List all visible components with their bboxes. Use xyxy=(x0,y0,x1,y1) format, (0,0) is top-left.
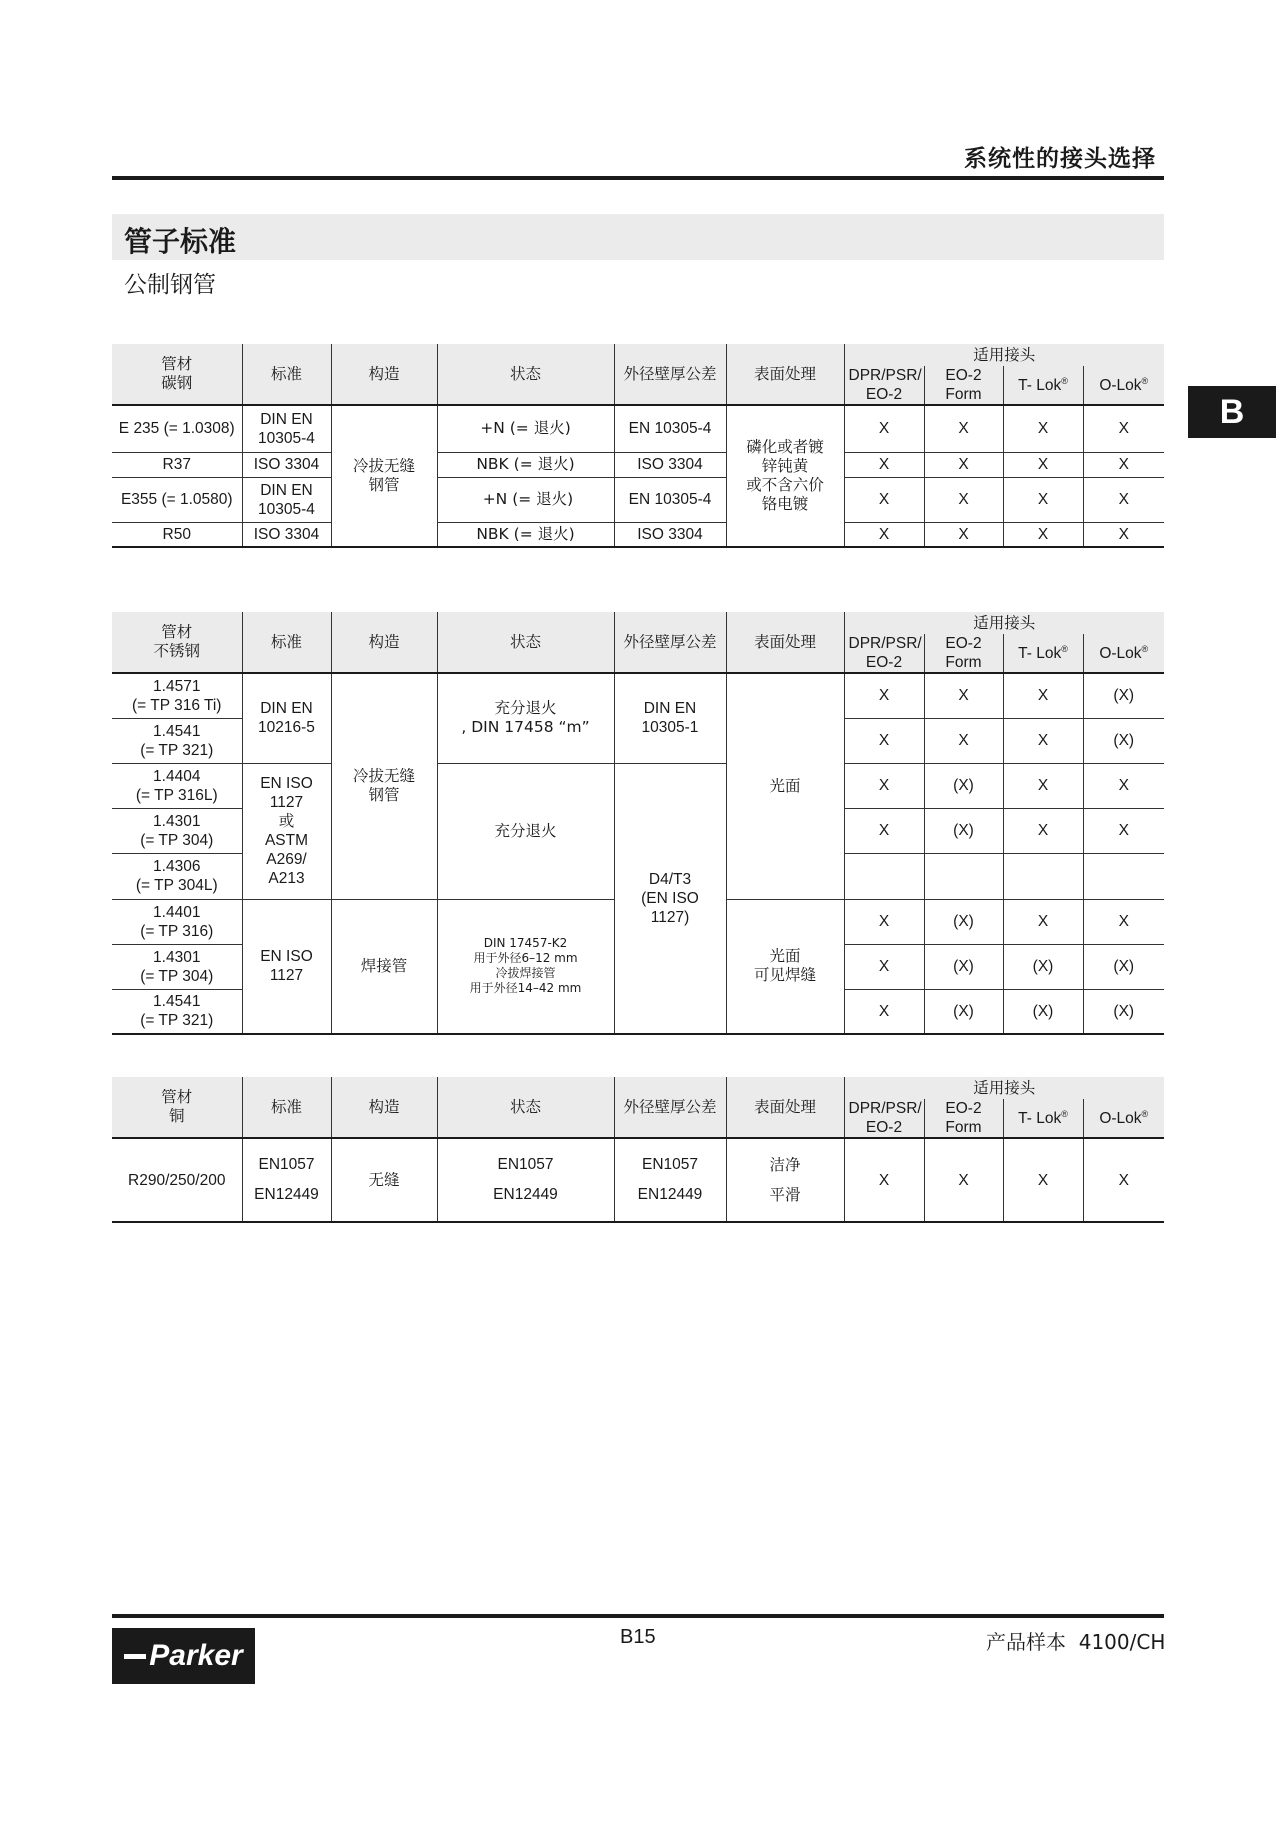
col-material: 管材 铜 xyxy=(112,1077,242,1138)
col-eo2-form: EO-2 Form xyxy=(924,1099,1003,1138)
standard-cell: DIN EN 10305-4 xyxy=(242,405,331,452)
fit-cell: X xyxy=(1083,452,1164,477)
fit-cell: X xyxy=(844,718,924,763)
fit-cell: X xyxy=(1003,477,1083,522)
fit-cell: X xyxy=(924,673,1003,718)
fit-cell: X xyxy=(1083,763,1164,808)
standard-cell: EN ISO 1127 xyxy=(242,899,331,1034)
surface-cell: 光面 可见焊缝 xyxy=(726,899,844,1034)
fit-cell: X xyxy=(1003,405,1083,452)
fit-cell: (X) xyxy=(924,989,1003,1034)
material-cell: 1.4541 (= TP 321) xyxy=(112,989,242,1034)
fit-cell: (X) xyxy=(924,944,1003,989)
col-olok: O-Lok® xyxy=(1083,366,1164,405)
material-cell: 1.4301 (= TP 304) xyxy=(112,944,242,989)
construction-cell: 无缝 xyxy=(331,1138,437,1222)
copper-table xyxy=(112,1077,1164,1223)
material-cell: 1.4404 (= TP 316L) xyxy=(112,763,242,808)
col-eo2-form: EO-2 Form xyxy=(924,366,1003,405)
parker-logo: Parker xyxy=(112,1628,255,1684)
fit-cell: X xyxy=(1083,477,1164,522)
col-standard: 标准 xyxy=(242,1077,331,1138)
col-eo2-form: EO-2 Form xyxy=(924,634,1003,673)
material-cell: R50 xyxy=(112,522,242,547)
fit-cell: X xyxy=(844,763,924,808)
fit-cell: X xyxy=(924,522,1003,547)
fit-cell: (X) xyxy=(924,899,1003,944)
construction-cell: 焊接管 xyxy=(331,899,437,1034)
fit-cell: X xyxy=(844,477,924,522)
footer-rule xyxy=(112,1614,1164,1618)
condition-cell: 充分退火 , DIN 17458 “m” xyxy=(437,673,614,763)
fit-cell: (X) xyxy=(924,808,1003,853)
col-surface: 表面处理 xyxy=(726,1077,844,1138)
material-cell: R37 xyxy=(112,452,242,477)
fit-cell: X xyxy=(1003,763,1083,808)
col-material: 管材 碳钢 xyxy=(112,344,242,405)
material-cell: 1.4306 (= TP 304L) xyxy=(112,853,242,899)
table-row xyxy=(112,1138,1164,1222)
standard-cell: ISO 3304 xyxy=(242,452,331,477)
fit-cell xyxy=(924,853,1003,899)
fit-cell: X xyxy=(844,989,924,1034)
fit-cell: X xyxy=(924,452,1003,477)
fit-cell: X xyxy=(844,808,924,853)
col-fittings-group: 适用接头 xyxy=(844,1077,1164,1099)
col-fittings-group: 适用接头 xyxy=(844,344,1164,366)
header-rule xyxy=(112,176,1164,180)
material-cell: E355 (= 1.0580) xyxy=(112,477,242,522)
fit-cell: X xyxy=(924,1138,1003,1222)
material-cell: R290/250/200 xyxy=(112,1138,242,1222)
standard-cell: DIN EN 10216-5 xyxy=(242,673,331,763)
fit-cell: X xyxy=(1003,452,1083,477)
col-olok: O-Lok® xyxy=(1083,634,1164,673)
fit-cell: X xyxy=(924,405,1003,452)
construction-cell: 冷拔无缝 钢管 xyxy=(331,405,437,547)
condition-cell: DIN 17457-K2 用于外径6–12 mm 冷拔焊接管 用于外径14–42 mm xyxy=(437,899,614,1034)
fit-cell: (X) xyxy=(1083,989,1164,1034)
col-tlok: T- Lok® xyxy=(1003,366,1083,405)
tolerance-cell: EN1057 EN12449 xyxy=(614,1138,726,1222)
fit-cell: X xyxy=(1083,405,1164,452)
table-row xyxy=(112,405,1164,452)
col-condition: 状态 xyxy=(437,344,614,405)
condition-cell: NBK (= 退火) xyxy=(437,522,614,547)
tolerance-cell: D4/T3 (EN ISO 1127) xyxy=(614,763,726,1034)
col-surface: 表面处理 xyxy=(726,344,844,405)
standard-cell: EN ISO 1127 或 ASTM A269/ A213 xyxy=(242,763,331,899)
fit-cell: X xyxy=(924,477,1003,522)
stainless-steel-table xyxy=(112,612,1164,1035)
material-cell: 1.4301 (= TP 304) xyxy=(112,808,242,853)
condition-cell: NBK (= 退火) xyxy=(437,452,614,477)
table-row xyxy=(112,763,1164,808)
table-row xyxy=(112,452,1164,477)
section-band xyxy=(112,214,1164,260)
fit-cell: (X) xyxy=(1083,673,1164,718)
col-construction: 构造 xyxy=(331,344,437,405)
col-standard: 标准 xyxy=(242,344,331,405)
fit-cell: X xyxy=(1003,1138,1083,1222)
material-cell: 1.4401 (= TP 316) xyxy=(112,899,242,944)
tolerance-cell: EN 10305-4 xyxy=(614,477,726,522)
standard-cell: DIN EN 10305-4 xyxy=(242,477,331,522)
condition-cell: 充分退火 xyxy=(437,763,614,899)
surface-cell: 光面 xyxy=(726,673,844,899)
fit-cell: X xyxy=(1083,522,1164,547)
fit-cell: X xyxy=(1083,808,1164,853)
col-fittings-group: 适用接头 xyxy=(844,612,1164,634)
fit-cell: X xyxy=(1083,1138,1164,1222)
fit-cell: X xyxy=(844,1138,924,1222)
material-cell: E 235 (= 1.0308) xyxy=(112,405,242,452)
col-surface: 表面处理 xyxy=(726,612,844,673)
table-row xyxy=(112,522,1164,547)
col-dpr: DPR/PSR/ EO-2 xyxy=(844,1099,924,1138)
material-cell: 1.4571 (= TP 316 Ti) xyxy=(112,673,242,718)
fit-cell: X xyxy=(844,522,924,547)
col-tolerance: 外径壁厚公差 xyxy=(614,612,726,673)
fit-cell: (X) xyxy=(1083,718,1164,763)
carbon-steel-table xyxy=(112,344,1164,548)
col-construction: 构造 xyxy=(331,1077,437,1138)
surface-cell: 洁净 平滑 xyxy=(726,1138,844,1222)
fit-cell: X xyxy=(844,944,924,989)
fit-cell: X xyxy=(844,452,924,477)
catalog-number: 产品样本 4100/CH xyxy=(986,1630,1166,1654)
chapter-tab: B xyxy=(1188,386,1276,438)
tolerance-cell: ISO 3304 xyxy=(614,522,726,547)
col-material: 管材 不锈钢 xyxy=(112,612,242,673)
fit-cell: (X) xyxy=(1003,944,1083,989)
fit-cell: X xyxy=(844,899,924,944)
page-header-title: 系统性的接头选择 xyxy=(964,146,1156,172)
fit-cell: (X) xyxy=(1083,944,1164,989)
col-condition: 状态 xyxy=(437,1077,614,1138)
table-row xyxy=(112,477,1164,522)
fit-cell: (X) xyxy=(924,763,1003,808)
standard-cell: EN1057 EN12449 xyxy=(242,1138,331,1222)
construction-cell: 冷拔无缝 钢管 xyxy=(331,673,437,899)
fit-cell xyxy=(844,853,924,899)
page-number: B15 xyxy=(620,1626,656,1648)
material-cell: 1.4541 (= TP 321) xyxy=(112,718,242,763)
fit-cell: X xyxy=(1003,522,1083,547)
condition-cell: +N (= 退火) xyxy=(437,477,614,522)
standard-cell: ISO 3304 xyxy=(242,522,331,547)
fit-cell: X xyxy=(1003,899,1083,944)
fit-cell: X xyxy=(1003,808,1083,853)
fit-cell: X xyxy=(844,405,924,452)
fit-cell: (X) xyxy=(1003,989,1083,1034)
fit-cell: X xyxy=(1003,673,1083,718)
condition-cell: +N (= 退火) xyxy=(437,405,614,452)
col-tlok: T- Lok® xyxy=(1003,1099,1083,1138)
tolerance-cell: DIN EN 10305-1 xyxy=(614,673,726,763)
col-tlok: T- Lok® xyxy=(1003,634,1083,673)
table-row xyxy=(112,673,1164,718)
col-olok: O-Lok® xyxy=(1083,1099,1164,1138)
col-standard: 标准 xyxy=(242,612,331,673)
fit-cell: X xyxy=(1003,718,1083,763)
fit-cell: X xyxy=(844,673,924,718)
col-tolerance: 外径壁厚公差 xyxy=(614,1077,726,1138)
section-title: 管子标准 xyxy=(124,225,237,258)
condition-cell: EN1057 EN12449 xyxy=(437,1138,614,1222)
section-subtitle: 公制钢管 xyxy=(124,272,216,298)
col-dpr: DPR/PSR/ EO-2 xyxy=(844,634,924,673)
logo-dash xyxy=(124,1654,146,1659)
tolerance-cell: ISO 3304 xyxy=(614,452,726,477)
fit-cell xyxy=(1083,853,1164,899)
col-construction: 构造 xyxy=(331,612,437,673)
surface-cell: 磷化或者镀 锌钝黄 或不含六价 铬电镀 xyxy=(726,405,844,547)
col-dpr: DPR/PSR/ EO-2 xyxy=(844,366,924,405)
tolerance-cell: EN 10305-4 xyxy=(614,405,726,452)
fit-cell: X xyxy=(1083,899,1164,944)
col-condition: 状态 xyxy=(437,612,614,673)
fit-cell: X xyxy=(924,718,1003,763)
fit-cell xyxy=(1003,853,1083,899)
col-tolerance: 外径壁厚公差 xyxy=(614,344,726,405)
